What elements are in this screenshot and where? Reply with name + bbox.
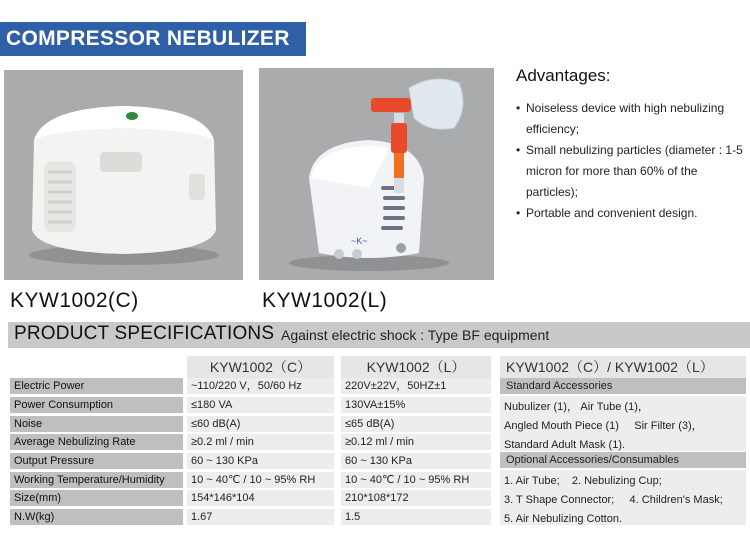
advantages-list (516, 98, 748, 224)
advantages-title: Advantages: (516, 66, 611, 85)
spec-value-l: 60 ~ 130 KPa (341, 453, 491, 469)
column-header-c: KYW1002（C） (187, 356, 334, 378)
compressor-nebulizer-l-image (259, 68, 494, 280)
optional-accessories-title: Optional Accessories/Consumables (500, 452, 746, 468)
spec-value-l: 10 ~ 40℃ / 10 ~ 95% RH (341, 472, 491, 488)
optional-accessories-text: 1. Air Tube; 2. Nebulizing Cup; 3. T Shape Connector; 4. Children's Mask; 5. Air Nebulizing Cotton. (500, 470, 746, 525)
advantage-item: • Noiseless device with high nebulizing efficiency; (516, 98, 748, 140)
advantage-item: • Small nebulizing particles (diameter : 1-5 micron for more than 60% of the particles); (516, 140, 748, 203)
spec-value-l: 210*108*172 (341, 490, 491, 506)
spec-value-l: 130VA±15% (341, 397, 491, 413)
spec-label: N.W(kg) (10, 509, 183, 525)
spec-value-c: 154*146*104 (187, 490, 334, 506)
standard-accessories-title: Standard Accessories (500, 378, 746, 394)
spec-label: Size(mm) (10, 490, 183, 506)
advantage-item: • Portable and convenient design. (516, 203, 748, 224)
spec-title: PRODUCT SPECIFICATIONS (14, 323, 275, 344)
page-title: COMPRESSOR NEBULIZER (0, 22, 306, 56)
spec-value-l: 220V±22V，50HZ±1 (341, 378, 491, 394)
product-photo-c (4, 70, 243, 280)
compressor-nebulizer-c-image (4, 70, 243, 280)
spec-label: Electric Power (10, 378, 183, 394)
spec-label: Power Consumption (10, 397, 183, 413)
spec-label: Working Temperature/Humidity (10, 472, 183, 488)
standard-accessories-text: Nubulizer (1)， Air Tube (1)， Angled Mouth Piece (1) Sir Filter (3)， Standard Adult Mask (1). (500, 396, 746, 451)
spec-value-c: ≤180 VA (187, 397, 334, 413)
spec-value-l: ≥0.12 ml / min (341, 434, 491, 450)
product-model-l: KYW1002(L) (262, 289, 388, 312)
column-header-l: KYW1002（L） (341, 356, 491, 378)
spec-value-c: 10 ~ 40℃ / 10 ~ 95% RH (187, 472, 334, 488)
product-model-c: KYW1002(C) (10, 289, 139, 312)
svg-text:~K~: ~K~ (351, 236, 368, 246)
spec-value-l: 1.5 (341, 509, 491, 525)
spec-label: Output Pressure (10, 453, 183, 469)
spec-value-c: 60 ~ 130 KPa (187, 453, 334, 469)
spec-value-l: ≤65 dB(A) (341, 416, 491, 432)
spec-value-c: ≤60 dB(A) (187, 416, 334, 432)
product-photo-l (259, 68, 494, 280)
spec-value-c: ≥0.2 ml / min (187, 434, 334, 450)
spec-subtitle: Against electric shock : Type BF equipment (281, 327, 550, 343)
spec-label: Average Nebulizing Rate (10, 434, 183, 450)
spec-label: Noise (10, 416, 183, 432)
column-header-accessories: KYW1002（C）/ KYW1002（L） (500, 356, 746, 378)
spec-value-c: 1.67 (187, 509, 334, 525)
spec-value-c: ~110/220 V，50/60 Hz (187, 378, 334, 394)
